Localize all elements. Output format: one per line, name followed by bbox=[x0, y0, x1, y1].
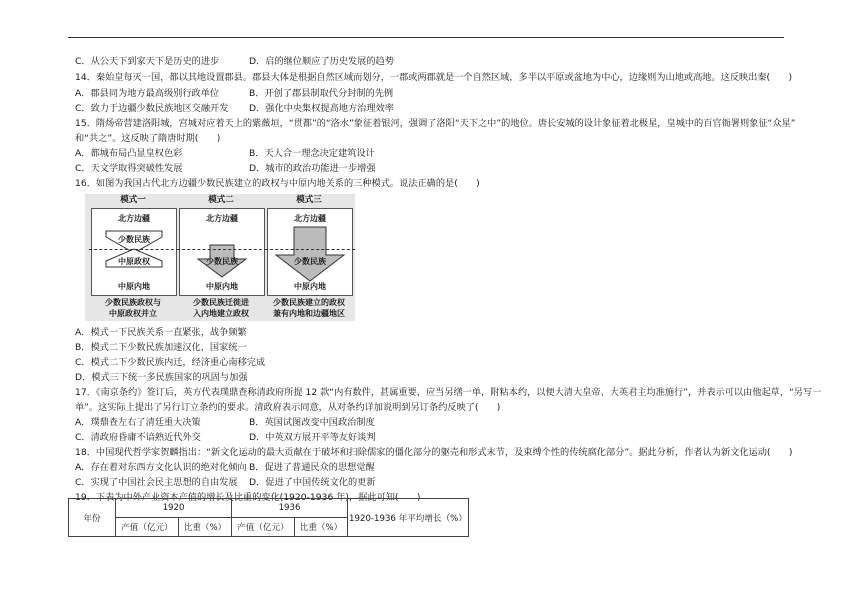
q18-option-b: B．促进了普通民众的思想觉醒 bbox=[249, 462, 375, 473]
table-header-1920: 1920 bbox=[116, 499, 232, 518]
q15-option-d: D．城市的政治功能进一步增强 bbox=[249, 163, 376, 174]
q15-option-b: B．天人合一理念决定建筑设计 bbox=[249, 148, 375, 159]
table-header-output-1936: 产值（亿元） bbox=[232, 518, 295, 537]
q13-option-c: C．从公天下到家天下是历史的进步 bbox=[75, 56, 220, 67]
q18-option-a: A．存在着对东西方文化认识的绝对化倾向 bbox=[75, 462, 247, 473]
table-header-growth: 1920-1936 年平均增长（%） bbox=[348, 499, 469, 537]
mode2-inland-label: 中原内地 bbox=[206, 282, 238, 291]
q16-stem: 16．如图为我国古代北方边疆少数民族建立的政权与中原内地关系的三种模式。说法正确的是( ) bbox=[75, 178, 480, 189]
mode1-caption: 少数民族政权与 中原政权并立 bbox=[105, 298, 161, 318]
mode1-minority-label: 少数民族 bbox=[118, 235, 150, 244]
header-rule bbox=[68, 37, 784, 38]
q17-option-b: B．英国试图改变中国政治制度 bbox=[249, 417, 375, 428]
q16-option-a: A．模式一下民族关系一直紧张，战争频繁 bbox=[75, 327, 247, 338]
q15-options-cd bbox=[75, 163, 376, 175]
q15-option-a: A．都城布局凸显皇权色彩 bbox=[75, 148, 183, 159]
mode2-caption: 少数民族迁徙进 入内地建立政权 bbox=[193, 298, 249, 318]
ethnic-relations-diagram bbox=[85, 194, 355, 321]
table-header-output-1920: 产值（亿元） bbox=[116, 518, 179, 537]
q18-option-d: D．促进了中国传统文化的更新 bbox=[249, 477, 376, 488]
q15-stem-2: 和“共之”。这反映了隋唐时期( ) bbox=[75, 133, 221, 144]
q17-option-d: D．中英双方展开平等友好谈判 bbox=[249, 432, 376, 443]
q15-options-ab bbox=[75, 148, 375, 160]
mode3-box bbox=[267, 208, 353, 296]
q14-option-a: A．郡县同为地方最高级别行政单位 bbox=[75, 88, 220, 99]
mode3-caption: 少数民族建立的政权 兼有内地和边疆地区 bbox=[273, 298, 345, 318]
mode1-border-line bbox=[89, 249, 179, 250]
table-header-share-1936: 比重（%） bbox=[295, 518, 348, 537]
q14-option-d: D．强化中央集权提高地方治理效率 bbox=[249, 103, 394, 114]
q18-options-ab bbox=[75, 462, 375, 474]
q14-options-ab bbox=[75, 88, 394, 100]
q18-option-c: C．实现了中国社会民主思想的自由发展 bbox=[75, 477, 238, 488]
mode2-border-line bbox=[177, 249, 267, 250]
q16-option-d: D．模式三下统一多民族国家的巩固与加强 bbox=[75, 372, 248, 383]
mode3-inland-label: 中原内地 bbox=[294, 282, 326, 291]
q16-option-b: B．模式二下少数民族加速汉化，国家统一 bbox=[75, 342, 247, 353]
q15-option-c: C．天文学取得突破性发展 bbox=[75, 163, 183, 174]
mode3-title: 模式三 bbox=[296, 195, 322, 205]
q16-option-c: C．模式二下少数民族内迁，经济重心南移完成 bbox=[75, 357, 266, 368]
mode2-title: 模式二 bbox=[208, 195, 234, 205]
mode2-north-label: 北方边疆 bbox=[206, 214, 238, 223]
q14-option-b: B．开创了郡县制取代分封制的先例 bbox=[249, 88, 394, 99]
q17-stem-2: 单”。这实际上提出了另行订立条约的要求。清政府表示同意，从对条约详加说明到另订条约反映了( ) bbox=[75, 402, 501, 413]
table-row bbox=[69, 499, 469, 518]
mode3-minority-label: 少数民族 bbox=[294, 257, 326, 266]
q13-option-d: D．启的继位顺应了历史发展的趋势 bbox=[249, 56, 394, 67]
q18-stem: 18．中国现代哲学家贺麟指出：“新文化运动的最大贡献在于破坏和扫除儒家的僵化部分的躯壳和形式末节，及束缚个性的传统腐化部分”。据此分析，作者认为新文化运动( ) bbox=[75, 447, 793, 458]
capital-output-table bbox=[68, 498, 469, 537]
mode1-box bbox=[91, 208, 177, 296]
mode1-inland-label: 中原内地 bbox=[118, 282, 150, 291]
q14-options-cd bbox=[75, 103, 394, 115]
q15-stem-1: 15．隋炀帝营建洛阳城，宫城对应着天上的紫薇垣，“贯都”的“洛水”象征着银河，强调了洛阳“天下之中”的地位。唐长安城的设计象征着北极星，皇城中的百官衙署则象征“众星” bbox=[75, 118, 796, 129]
mode2-box bbox=[179, 208, 265, 296]
q17-options-cd bbox=[75, 432, 376, 444]
mode1-central-label: 中原政权 bbox=[118, 257, 150, 266]
q17-option-a: A．璞鼎查左右了清廷重大决策 bbox=[75, 417, 201, 428]
table-header-share-1920: 比重（%） bbox=[179, 518, 232, 537]
q17-stem-1: 17．《南京条约》签订后，英方代表璞鼎查称清政府所提 12 款“内有数件，甚属重要，应当另缮一单，附粘本约，以便大清大皇帝、大英君主均准施行”，并表示可以由他起草，“另写一 bbox=[75, 387, 822, 398]
q14-option-c: C．致力于边疆少数民族地区交融开发 bbox=[75, 103, 229, 114]
table-header-year: 年份 bbox=[69, 499, 116, 537]
mode1-title: 模式一 bbox=[120, 195, 146, 205]
mode3-north-label: 北方边疆 bbox=[294, 214, 326, 223]
mode3-border-line bbox=[265, 249, 355, 250]
table-header-1936: 1936 bbox=[232, 499, 348, 518]
q18-options-cd bbox=[75, 477, 376, 489]
q19-stem: 19．下表为中外产业资本产值的增长及比重的变化(1920-1936 年)，据此可知( ) bbox=[75, 492, 421, 503]
mode1-north-label: 北方边疆 bbox=[118, 214, 150, 223]
q13-options-cd bbox=[75, 56, 394, 68]
q17-options-ab bbox=[75, 417, 375, 429]
mode2-minority-label: 少数民族 bbox=[206, 257, 238, 266]
q17-option-c: C．清政府昏庸不谙熟近代外交 bbox=[75, 432, 201, 443]
q14-stem: 14．秦始皇每灭一国，都以其地设置郡县。郡县大体是根据自然区域而划分，一郡或两郡就是一个自然区域，多半以平原或盆地为中心，边缘则为山地或高地。这反映出秦( ) bbox=[75, 72, 793, 83]
